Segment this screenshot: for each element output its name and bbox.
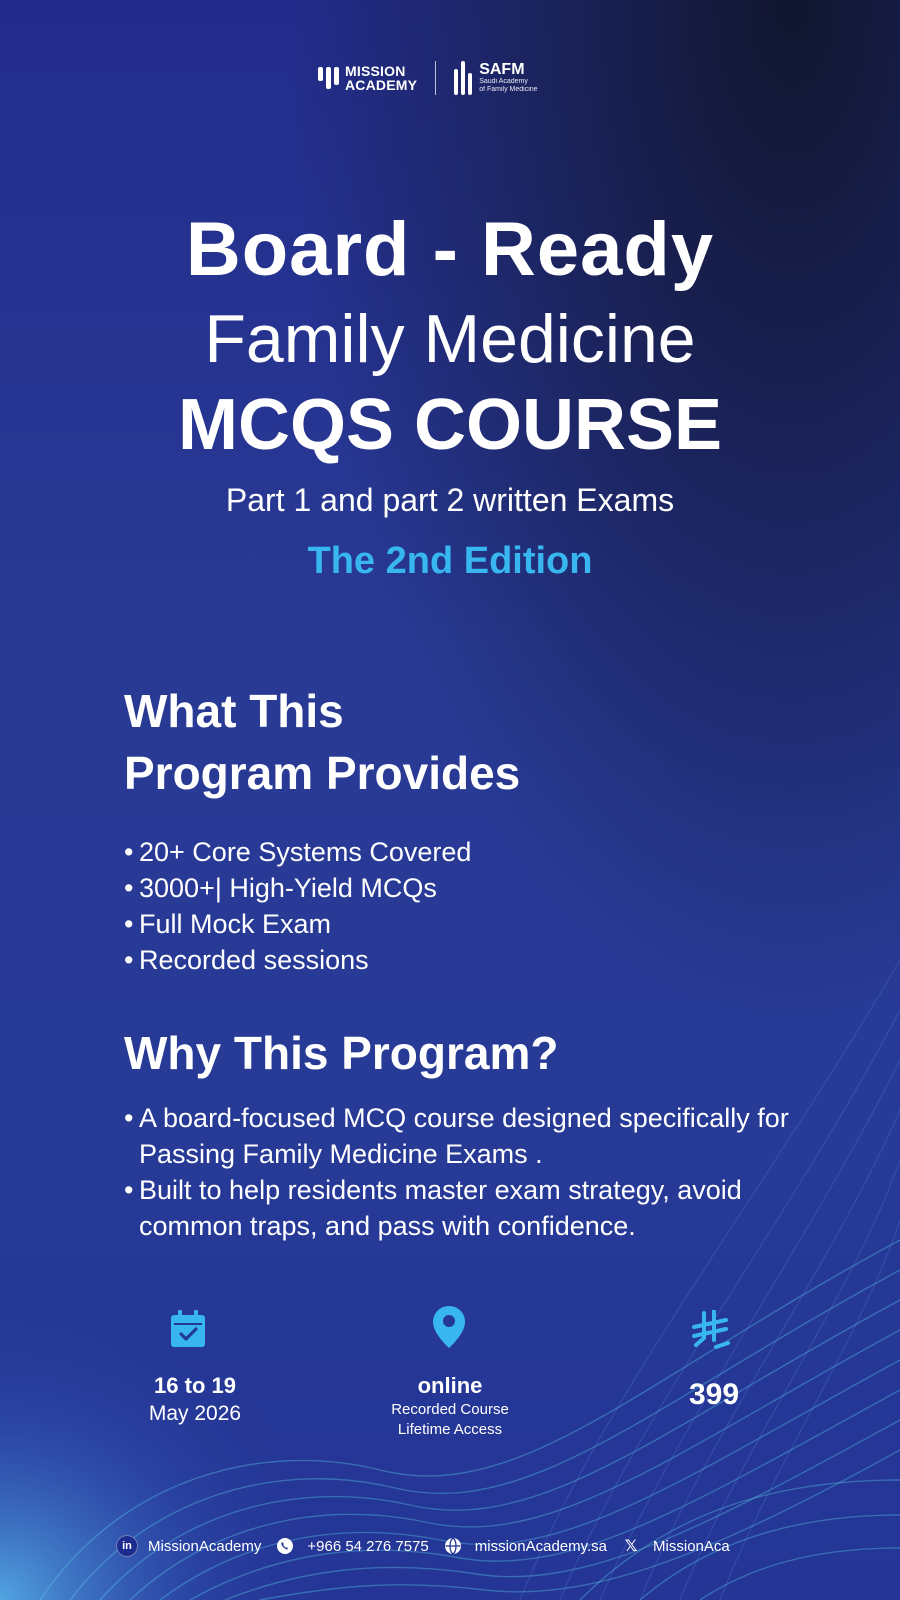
list-item: • Recorded sessions — [124, 942, 471, 978]
date-range: 16 to 19 — [154, 1373, 236, 1398]
logos — [318, 56, 538, 100]
mission-academy-logo-text: MISSION ACADEMY — [345, 63, 418, 93]
footer-contacts — [116, 1535, 744, 1557]
edition-label: The 2nd Edition — [307, 540, 593, 582]
title-mcqs-course: MCQS COURSE — [177, 385, 723, 465]
why-heading: Why This Program? — [124, 1027, 559, 1079]
price-value: 399 — [688, 1378, 740, 1411]
x-logo-icon: 𝕏 — [624, 1538, 638, 1555]
why-list — [124, 1100, 804, 1244]
whatsapp-link[interactable]: +966 54 276 7575 — [275, 1536, 428, 1556]
safm-logo-mark — [454, 61, 472, 95]
globe-icon — [443, 1536, 463, 1556]
location-detail-2: Lifetime Access — [397, 1421, 503, 1438]
list-item: • Built to help residents master exam strategy, avoid common traps, and pass with confidence. — [124, 1172, 804, 1244]
list-item: • A board-focused MCQ course designed specifically for Passing Family Medicine Exams . — [124, 1100, 804, 1172]
location-detail-1: Recorded Course — [391, 1401, 509, 1418]
x-link[interactable]: 𝕏 MissionAca — [621, 1536, 730, 1556]
list-item: • Full Mock Exam — [124, 906, 471, 942]
date-info — [85, 1372, 305, 1428]
riyal-currency-icon — [692, 1310, 730, 1350]
safm-logo-text: SAFM Saudi Academy of Family Medicine — [479, 61, 538, 93]
provides-heading: What This Program Provides — [124, 685, 521, 799]
linkedin-icon: in — [116, 1535, 138, 1557]
list-item: • 3000+| High-Yield MCQs — [124, 870, 471, 906]
calendar-icon — [170, 1310, 206, 1348]
price-info — [604, 1378, 824, 1412]
subtitle: Part 1 and part 2 written Exams — [225, 482, 675, 518]
provides-list — [124, 834, 471, 978]
location-mode: online — [417, 1373, 483, 1398]
whatsapp-icon — [275, 1536, 295, 1556]
logo-divider — [435, 61, 436, 95]
location-pin-icon — [433, 1306, 465, 1348]
title-family-medicine: Family Medicine — [204, 301, 696, 377]
mission-academy-logo-mark — [318, 67, 339, 89]
date-month: May 2026 — [148, 1402, 242, 1425]
linkedin-link[interactable]: in MissionAcademy — [116, 1535, 261, 1557]
location-info — [340, 1372, 560, 1440]
list-item: • 20+ Core Systems Covered — [124, 834, 471, 870]
title-board-ready: Board - Ready — [185, 207, 715, 292]
website-link[interactable]: missionAcademy.sa — [443, 1536, 607, 1556]
